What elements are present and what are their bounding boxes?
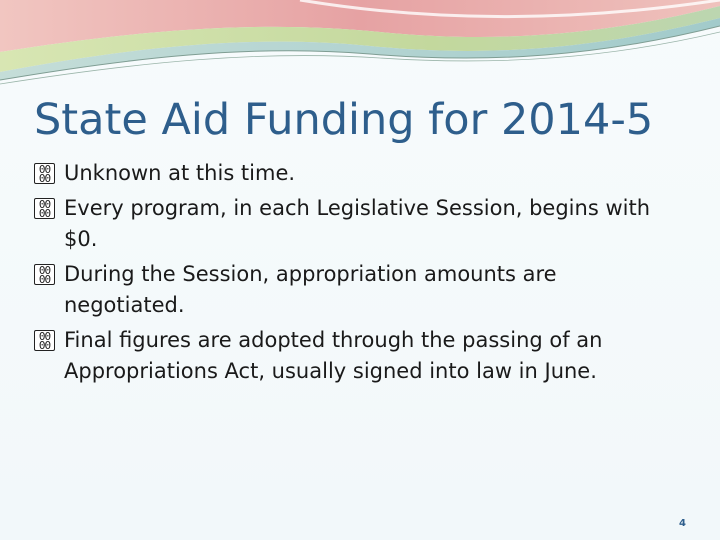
bullet-item	[34, 259, 674, 321]
bullet-text: Unknown at this time.	[64, 161, 296, 185]
missing-glyph-icon: 00 00	[34, 198, 55, 219]
top-wave-decoration	[0, 0, 720, 90]
bullet-text: During the Session, appropriation amounts are negotiated.	[64, 262, 557, 317]
missing-glyph-icon: 00 00	[34, 330, 55, 351]
slide-number: 4	[679, 518, 686, 529]
bullet-item	[34, 193, 674, 255]
bullet-item	[34, 325, 674, 387]
missing-glyph-icon: 00 00	[34, 264, 55, 285]
bullet-list	[34, 158, 674, 391]
slide-title: State Aid Funding for 2014-5	[34, 95, 654, 145]
bullet-text: Every program, in each Legislative Session, begins with $0.	[64, 196, 651, 251]
bullet-text: Final figures are adopted through the passing of an Appropriations Act, usually signed into law in June.	[64, 328, 603, 383]
bullet-item	[34, 158, 674, 189]
missing-glyph-icon: 00 00	[34, 163, 55, 184]
